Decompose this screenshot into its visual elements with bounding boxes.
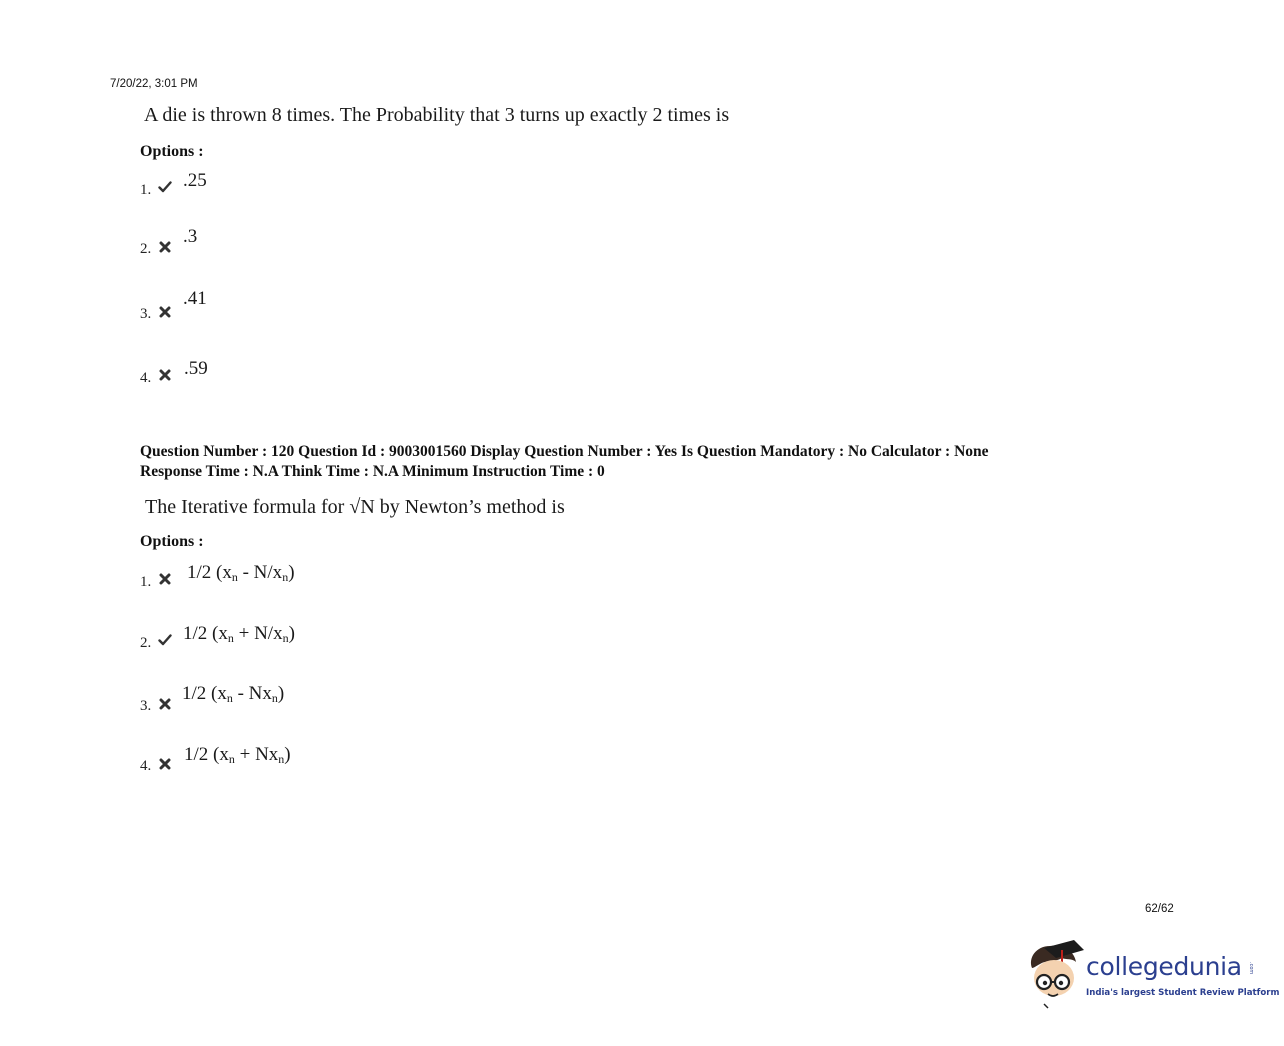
cross-icon [158,572,172,586]
option-text: .59 [184,358,208,379]
option-text: .3 [183,226,198,247]
question-1-options-label: Options : [140,143,204,160]
option-number: 1. [140,182,152,198]
option-text: 1/2 $(x_n - Nx_n)$ [182,683,285,705]
cross-icon [158,757,172,771]
option-text: .25 [183,170,207,191]
page-number: 62/62 [1145,903,1174,915]
cross-icon [158,240,172,254]
option-text: 1/2 $(x_n + Nx_n)$ [184,744,291,766]
cross-icon [158,697,172,711]
logo-wordmark: collegedunia [1086,952,1242,981]
question-2-text: The Iterative formula for √N by Newton’s method is [145,496,565,518]
option-number: 2. [140,635,152,651]
check-icon [158,633,172,647]
option-text: .41 [183,288,207,309]
option-number: 1. [140,574,152,590]
cross-icon [158,368,172,382]
option-text: 1/2 $(x_n - N/x_n)$ [187,562,295,584]
print-timestamp: 7/20/22, 3:01 PM [110,78,198,90]
mascot-icon [1022,938,1086,1010]
collegedunia-logo [1022,938,1280,1013]
question-2-options-label: Options : [140,533,204,550]
logo-tagline: India's largest Student Review Platform [1086,988,1280,998]
option-number: 3. [140,698,152,714]
option-number: 3. [140,306,152,322]
option-number: 2. [140,241,152,257]
cross-icon [158,305,172,319]
question-1-text: A die is thrown 8 times. The Probability that 3 turns up exactly 2 times is [144,104,730,126]
question-2-meta-line-2: Response Time : N.A Think Time : N.A Minimum Instruction Time : 0 [140,463,605,480]
question-2-meta-line-1: Question Number : 120 Question Id : 9003001560 Display Question Number : Yes Is Question Mandatory : No Calculator : None [140,443,989,460]
option-text: 1/2 $(x_n + N/x_n)$ [183,623,295,645]
logo-domain-suffix: .com [1248,962,1254,975]
option-number: 4. [140,370,152,386]
option-number: 4. [140,758,152,774]
check-icon [158,180,172,194]
